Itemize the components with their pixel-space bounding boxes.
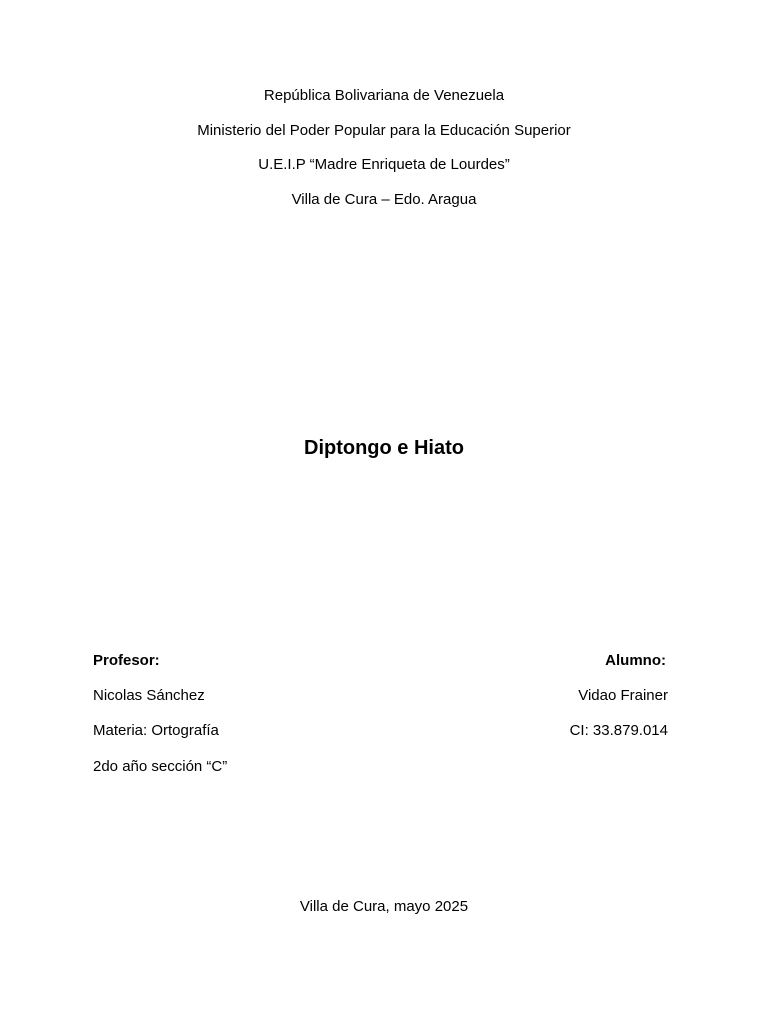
student-name: Vidao Frainer bbox=[578, 687, 668, 704]
teacher-subject: Materia: Ortografía bbox=[93, 722, 219, 739]
teacher-heading: Profesor: bbox=[93, 652, 160, 669]
header-country: República Bolivariana de Venezuela bbox=[263, 87, 505, 104]
teacher-section: 2do año sección “C” bbox=[93, 758, 228, 775]
student-id: CI: 33.879.014 bbox=[569, 722, 668, 739]
footer-place-date: Villa de Cura, mayo 2025 bbox=[299, 898, 469, 915]
header-ministry: Ministerio del Poder Popular para la Educación Superior bbox=[197, 122, 571, 139]
header-location: Villa de Cura – Edo. Aragua bbox=[291, 191, 477, 208]
teacher-name: Nicolas Sánchez bbox=[93, 687, 205, 704]
header-school: U.E.I.P “Madre Enriqueta de Lourdes” bbox=[258, 156, 510, 173]
document-title: Diptongo e Hiato bbox=[304, 437, 464, 459]
student-heading: Alumno: bbox=[605, 652, 666, 669]
